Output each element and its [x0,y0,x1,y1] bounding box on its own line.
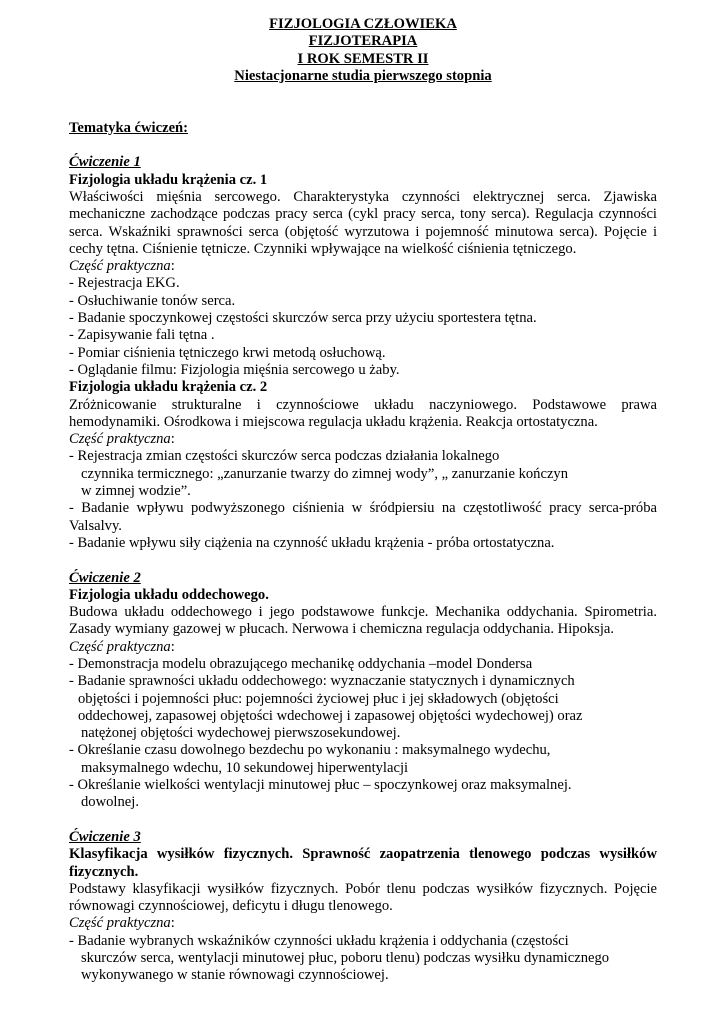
header-line-3: I ROK SEMESTR II [297,50,429,67]
header-line-4: Niestacjonarne studia pierwszego stopnia [234,67,492,84]
exercise-2-title: Ćwiczenie 2 [69,569,141,586]
desc-line: mechaniczne zachodzące podczas pracy serca (cykl pracy serca, tony serca). Regulacja czynności [69,206,657,223]
list-item-continuation: natężonej objętości wydechowej pierwszosekundowej. [81,725,401,742]
list-item-continuation: objętości i pojemności płuc: pojemności życiowej płuc i jej składowych (objętości [78,690,559,707]
desc-line: cechy tętna. Ciśnienie tętnicze. Czynniki wpływające na wielkość ciśnienia tętniczego. [69,240,577,257]
topics-title: Tematyka ćwiczeń: [69,119,189,136]
desc-line: Budowa układu oddechowego i jego podstawowe funkcje. Mechanika oddychania. Spirometria. [69,604,657,621]
practical-label: Część praktyczna: [69,638,175,655]
header-line-2: FIZJOTERAPIA [308,33,418,50]
list-item: - Osłuchiwanie tonów serca. [69,292,236,309]
list-item: - Rejestracja EKG. [69,275,180,292]
practical-label: Część praktyczna: [69,431,175,448]
desc-line: hemodynamiki. Ośrodkowa i miejscowa regulacja układu krążenia. Reakcja ortostatyczna. [69,413,598,430]
list-item: - Określanie wielkości wentylacji minutowej płuc – spoczynkowej oraz maksymalnej. [69,777,572,794]
list-item-continuation: skurczów serca, wentylacji minutowej płuc, poboru tlenu) podczas wysiłku dynamicznego [81,950,610,967]
list-item: - Określanie czasu dowolnego bezdechu po wykonaniu : maksymalnego wydechu, [69,742,551,759]
desc-line: serca. Wskaźniki sprawności serca (objętość wyrzutowa i pojemność minutowa serca). Pojęcie i [69,223,657,240]
list-item-continuation: wykonywanego w stanie równowagi czynnościowej. [81,967,389,984]
exercise-2-subtitle: Fizjologia układu oddechowego. [69,586,269,603]
list-item-continuation: maksymalnego wdechu, 10 sekundowej hiperwentylacji [81,759,409,776]
exercise-1-title: Ćwiczenie 1 [69,154,141,171]
list-item-continuation: oddechowej, zapasowej objętości wdechowej i zapasowej objętości wydechowej) oraz [78,707,583,724]
practical-label: Część praktyczna: [69,915,175,932]
exercise-3-subtitle: Klasyfikacja wysiłków fizycznych. Sprawność zaopatrzenia tlenowego podczas wysiłków [69,846,657,863]
list-item: - Zapisywanie fali tętna . [69,327,215,344]
practical-label-text: Część praktyczna [69,258,171,275]
exercise-3-title: Ćwiczenie 3 [69,828,141,845]
exercise-3-subtitle-cont: fizycznych. [69,863,139,880]
list-item: - Badanie wpływu siły ciążenia na czynność układu krążenia - próba ortostatyczna. [69,534,555,551]
exercise-1-part-2-subtitle: Fizjologia układu krążenia cz. 2 [69,379,268,396]
list-item: - Oglądanie filmu: Fizjologia mięśnia sercowego u żaby. [69,361,400,378]
exercise-1-part-1-subtitle: Fizjologia układu krążenia cz. 1 [69,171,268,188]
desc-line: równowagi czynnościowej, deficytu i długu tlenowego. [69,898,393,915]
list-item: - Pomiar ciśnienia tętniczego krwi metodą osłuchową. [69,344,386,361]
header-line-1: FIZJOLOGIA CZŁOWIEKA [269,16,457,32]
desc-line: Zróżnicowanie strukturalne i czynnościowe układu naczyniowego. Podstawowe prawa [69,396,657,413]
list-item-continuation: dowolnej. [81,794,139,811]
practical-label-text: Część praktyczna [69,431,171,448]
list-item: - Badanie sprawności układu oddechowego: wyznaczanie statycznych i dynamicznych [69,673,575,690]
desc-line: Podstawy klasyfikacji wysiłków fizycznych. Pobór tlenu podczas wysiłków fizycznych. Pojęcie [69,880,657,897]
practical-label-text: Część praktyczna [69,915,171,932]
practical-label-text: Część praktyczna [69,638,171,655]
practical-label: Część praktyczna: [69,258,175,275]
list-item: - Badanie wpływu podwyższonego ciśnienia w śródpiersiu na częstotliwość pracy serca-próba [69,500,657,517]
list-item-continuation: Valsalvy. [69,517,122,534]
list-item: - Rejestracja zmian częstości skurczów serca podczas działania lokalnego [69,448,500,465]
list-item: - Badanie spoczynkowej częstości skurczów serca przy użyciu sportestera tętna. [69,310,537,327]
list-item-continuation: czynnika termicznego: „zanurzanie twarzy do zimnej wody”, „ zanurzanie kończyn [81,465,569,482]
list-item: - Badanie wybranych wskaźników czynności układu krążenia i oddychania (częstości [69,932,569,949]
desc-line: Zasady wymiany gazowej w płucach. Nerwowa i chemiczna regulacja oddychania. Hipoksja. [69,621,615,638]
desc-line: Właściwości mięśnia sercowego. Charakterystyka czynności elektrycznej serca. Zjawiska [69,188,657,205]
document-page [69,16,657,985]
list-item: - Demonstracja modelu obrazującego mechanikę oddychania –model Dondersa [69,655,533,672]
list-item-continuation: w zimnej wodzie”. [81,483,191,500]
